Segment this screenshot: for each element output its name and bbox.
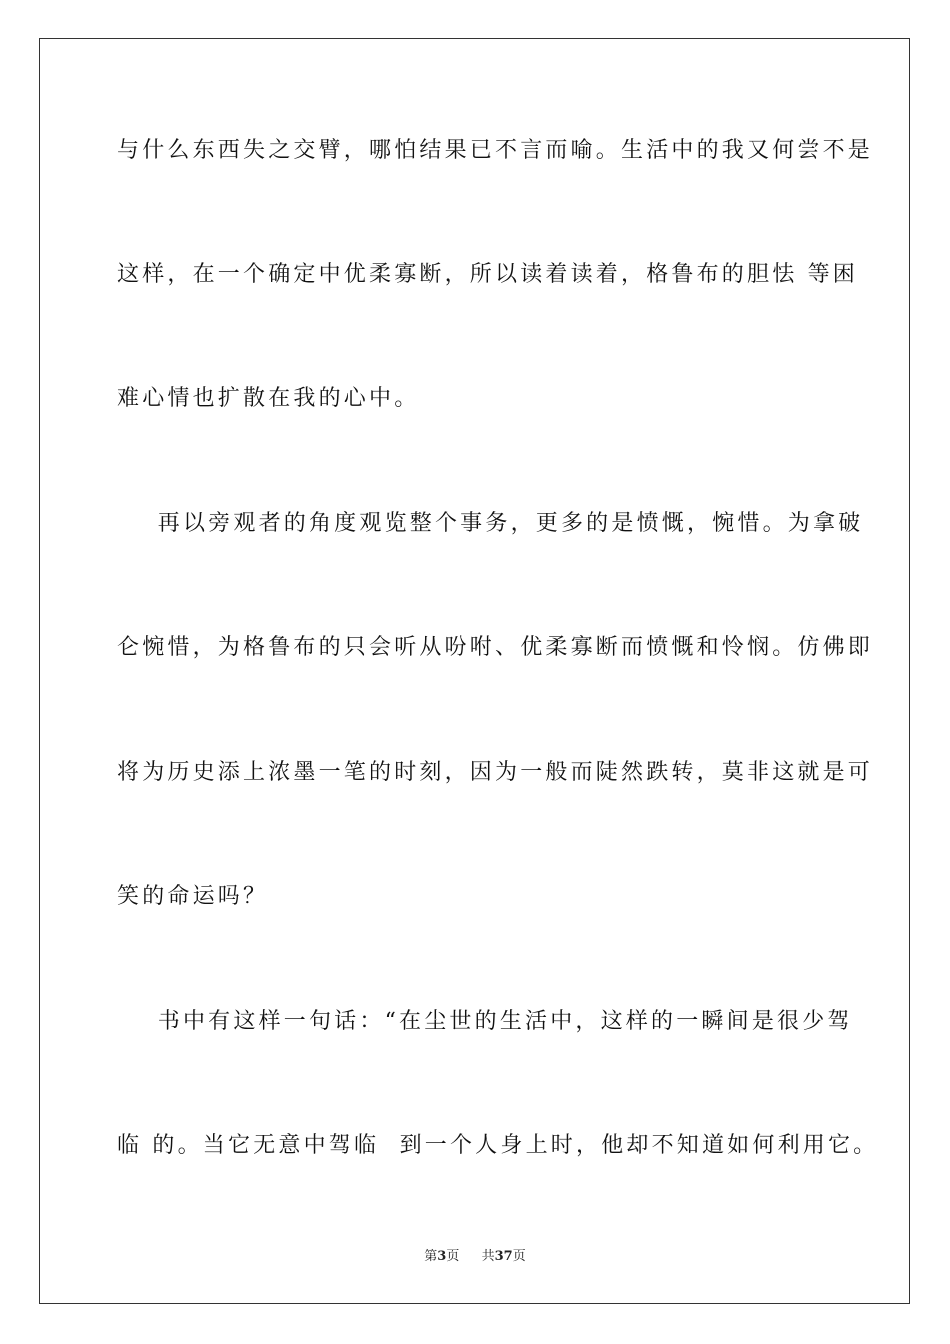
footer-total-pages: 37 <box>494 1249 513 1264</box>
body-text-line: 与什么东西失之交臂，哪怕结果已不言而喻。生活中的我又何尝不是 <box>117 138 874 163</box>
footer-page-suffix: 页 <box>446 1249 460 1264</box>
body-text-line: 将为历史添上浓墨一笔的时刻，因为一般而陡然跌转，莫非这就是可 <box>117 760 874 785</box>
page-footer <box>0 1248 950 1266</box>
body-text-line: 仑惋惜，为格鲁布的只会听从吩咐、优柔寡断而愤慨和怜悯。仿佛即 <box>117 635 874 660</box>
paragraph-start-line: 书中有这样一句话：“在尘世的生活中，这样的一瞬间是很少驾 <box>117 1009 853 1034</box>
body-text-line: 难心情也扩散在我的心中。 <box>117 386 420 411</box>
footer-page-number: 3 <box>437 1249 447 1264</box>
body-text-line: 临 的。当它无意中驾临 到一个人身上时，他却不知道如何利用它。 <box>117 1133 879 1158</box>
footer-total-prefix: 共 <box>481 1249 495 1264</box>
body-text-line: 这样，在一个确定中优柔寡断，所以读着读着，格鲁布的胆怯 等困 <box>117 262 858 287</box>
footer-page-prefix: 第 <box>424 1249 438 1264</box>
page-border <box>39 38 910 1304</box>
paragraph-start-line: 再以旁观者的角度观览整个事务，更多的是愤慨，惋惜。为拿破 <box>117 511 864 536</box>
body-text-line: 笑的命运吗？ <box>117 884 269 909</box>
footer-total-suffix: 页 <box>512 1249 526 1264</box>
